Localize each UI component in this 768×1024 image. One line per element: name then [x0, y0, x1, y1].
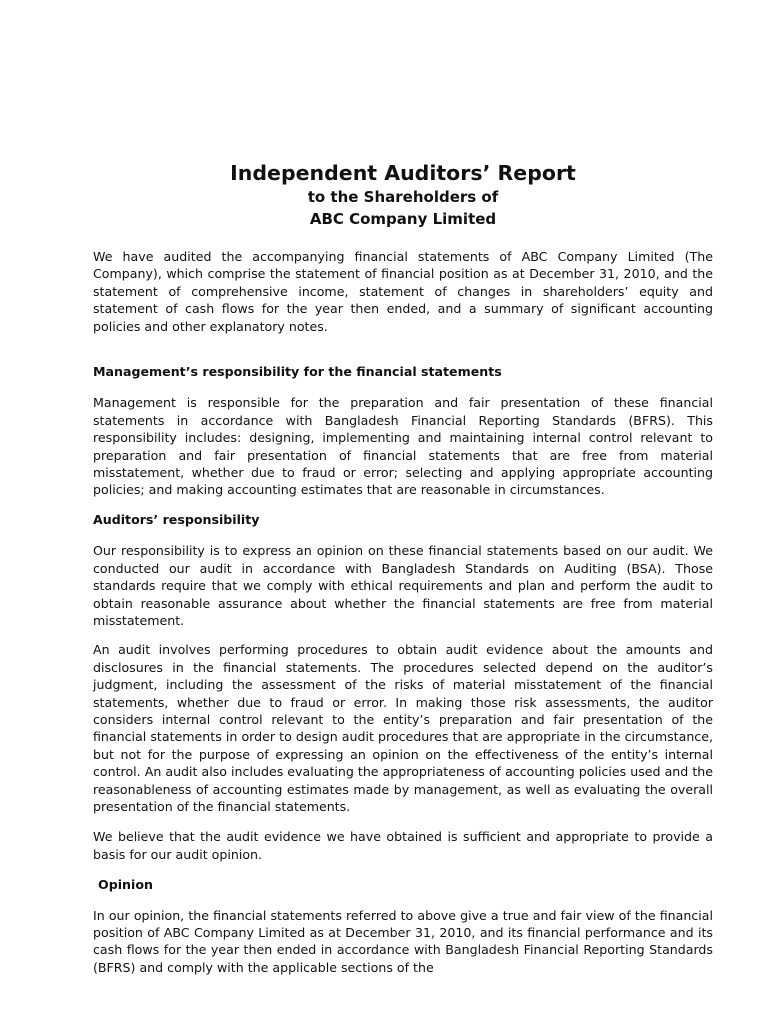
- report-title: Independent Auditors’ Report: [230, 161, 576, 185]
- auditors-heading: Auditors’ responsibility: [93, 511, 260, 527]
- report-subtitle-line2: ABC Company Limited: [309, 210, 497, 228]
- auditors-paragraph-2: An audit involves performing procedures to obtain audit evidence about the amounts and disclosures in the financial statements. The procedures selected depend on the auditor’s judgment, including the assessment of the risks of material misstatement of the financial statements, whether due to fraud or error. In making those risk assessments, the auditor considers internal control relevant to the entity’s preparation and fair presentation of the financial statements in order to design audit procedures that are appropriate in the circumstance, but not for the purpose of expressing an opinion on the effectiveness of the entity’s internal control. An audit also includes evaluating the appropriateness of accounting policies used and the reasonableness of accounting estimates made by management, as well as evaluating the overall presentation of the financial statements.: [93, 642, 713, 814]
- intro-paragraph: We have audited the accompanying financial statements of ABC Company Limited (The Company), which comprise the statement of financial position as at December 31, 2010, and the statement of comprehensive income, statement of changes in shareholders’ equity and statement of cash flows for the year then ended, and a summary of significant accounting policies and other explanatory notes.: [93, 249, 713, 334]
- management-heading: Management’s responsibility for the financial statements: [93, 364, 502, 380]
- report-body: [93, 248, 713, 976]
- auditors-paragraph-1: Our responsibility is to express an opinion on these financial statements based on our audit. We conducted our audit in accordance with Bangladesh Standards on Auditing (BSA). Those standards require that we comply with ethical requirements and plan and perform the audit to obtain reasonable assurance about whether the financial statements are free from material misstatement.: [93, 543, 713, 628]
- auditors-paragraph-3: We believe that the audit evidence we have obtained is sufficient and appropriate to provide a basis for our audit opinion.: [93, 829, 713, 862]
- opinion-heading: Opinion: [98, 877, 153, 893]
- report-title-block: [93, 160, 713, 230]
- report-subtitle-line1: to the Shareholders of: [307, 188, 499, 206]
- opinion-paragraph: In our opinion, the financial statements referred to above give a true and fair view of the financial position of ABC Company Limited as at December 31, 2010, and its financial performance and its cash flows for the year then ended in accordance with Bangladesh Financial Reporting Standards (BFRS) and comply with the applicable sections of the: [93, 907, 713, 975]
- management-paragraph: Management is responsible for the preparation and fair presentation of these financial statements in accordance with Bangladesh Financial Reporting Standards (BFRS). This responsibility includes: designing, implementing and maintaining internal control relevant to preparation and fair presentation of financial statements that are free from material misstatement, whether due to fraud or error; selecting and applying appropriate accounting policies; and making accounting estimates that are reasonable in circumstances.: [93, 395, 713, 498]
